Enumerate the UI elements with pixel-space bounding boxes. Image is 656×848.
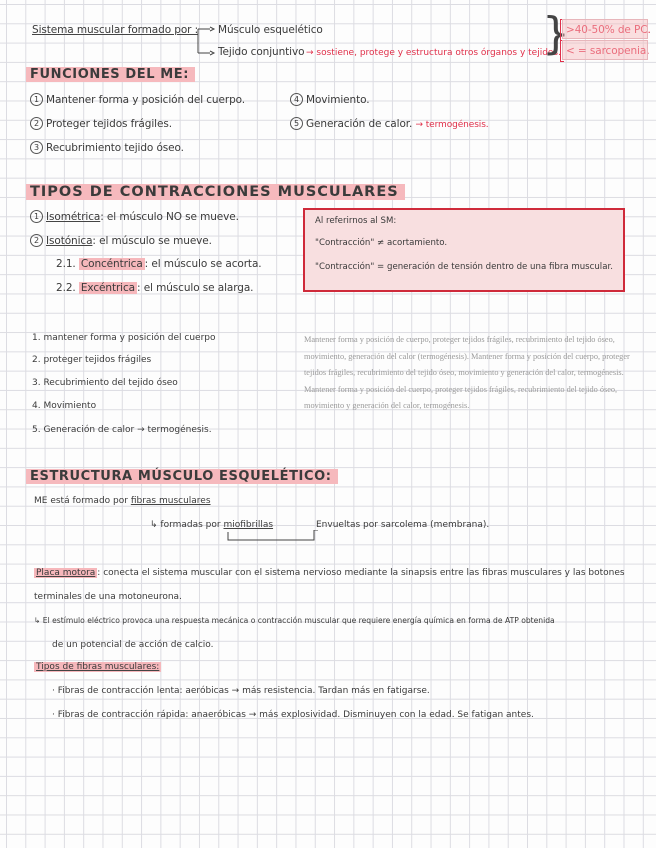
isotonica-line: 2 Isotónica: el músculo se mueve. — [30, 234, 212, 247]
pct-top: >40-50% de PC. — [566, 24, 651, 36]
tipo-fibra-lenta: · Fibras de contracción lenta: aeróbicas → más resistencia. Tardan más en fatigarse. — [52, 686, 430, 696]
tipos-fibras-title: Tipos de fibras musculares: — [36, 662, 160, 672]
tipo-fibra-rapida: · Fibras de contracción rápida: anaeróbicas → más explosividad. Disminuyen con la edad. Se fatigan antes. — [52, 710, 534, 720]
estructura-line-2-suffix: Envueltas por sarcolema (membrana). — [316, 520, 490, 530]
note-line-1: Al referirnos al SM: — [315, 216, 397, 226]
note-line-2: "Contracción" ≠ acortamiento. — [315, 238, 448, 248]
typed-paragraph: Mantener forma y posición de cuerpo, proteger tejidos frágiles, recubrimiento del tejido óseo, movimiento, generación del calor (termogénesis). Mantener forma y posición del cuerpo, proteger tejidos frágiles, recubrimiento del tejido óseo, movimiento y generación del calor, termogénesis. Mantener forma y posición del cuerpo, proteger tejidos frágiles, recubrimiento del tejido óseo, movimiento y generación del calor, termogénesis. — [304, 335, 630, 411]
pct-bottom: < = sarcopenia. — [566, 45, 650, 57]
section-title-funciones: FUNCIONES DEL ME: — [26, 67, 195, 82]
branch-tissue: Tejido conjuntivo — [218, 46, 305, 58]
branch-arrows-icon — [196, 26, 218, 56]
funcion-2: 2 Proteger tejidos frágiles. — [30, 117, 172, 130]
placa-arrow-line: ↳ El estímulo eléctrico provoca una respuesta mecánica o contracción muscular que requiere energía química en forma de ATP obtenida — [34, 616, 555, 625]
placa-arrow-cont: de un potencial de acción de calcio. — [52, 640, 214, 650]
estructura-line-1: ME está formado por fibras musculares — [34, 496, 211, 506]
placa-line-2: terminales de una motoneurona. — [34, 592, 182, 602]
list-item: 2. proteger tejidos frágiles — [32, 355, 152, 365]
list-item: 3. Recubrimiento del tejido óseo — [32, 378, 178, 388]
funcion-1: 1 Mantener forma y posición del cuerpo. — [30, 93, 245, 106]
funcion-3: 3 Recubrimiento tejido óseo. — [30, 141, 184, 154]
branch-tissue-note: → sostiene, protege y estructura otros órganos y tejidos. — [306, 48, 561, 58]
pct-bottom-box — [562, 40, 648, 60]
section-title-estructura: ESTRUCTURA MÚSCULO ESQUELÉTICO: — [26, 469, 338, 484]
sistema-label: Sistema muscular formado por : — [32, 24, 199, 36]
section-title-contracciones: TIPOS DE CONTRACCIONES MUSCULARES — [26, 184, 405, 200]
isometrica-line: 1 Isométrica: el músculo NO se mueve. — [30, 210, 239, 223]
list-item: 5. Generación de calor → termogénesis. — [32, 425, 212, 435]
note-line-3: "Contracción" = generación de tensión dentro de una fibra muscular. — [315, 262, 613, 272]
funcion-4: 4 Movimiento. — [290, 93, 369, 106]
funcion-5: 5 Generación de calor. → termogénesis. — [290, 117, 489, 130]
pct-top-box — [562, 19, 648, 39]
excentrica-line: 2.2. Excéntrica : el músculo se alarga. — [56, 282, 254, 294]
placa-line-1: Placa motora : conecta el sistema muscular con el sistema nervioso mediante la sinapsis entre las fibras musculares y las botones — [36, 568, 625, 578]
list-item: 1. mantener forma y posición del cuerpo — [32, 333, 216, 343]
branch-muscle: Músculo esquelético — [218, 24, 323, 36]
concentrica-line: 2.1. Concéntrica : el músculo se acorta. — [56, 258, 262, 270]
bracket-connector-icon — [226, 530, 326, 544]
list-item: 4. Movimiento — [32, 401, 97, 411]
brace-icon: } — [542, 8, 570, 59]
note-box — [303, 208, 625, 292]
estructura-line-2: ↳ formadas por miofibrillas — [150, 520, 274, 530]
